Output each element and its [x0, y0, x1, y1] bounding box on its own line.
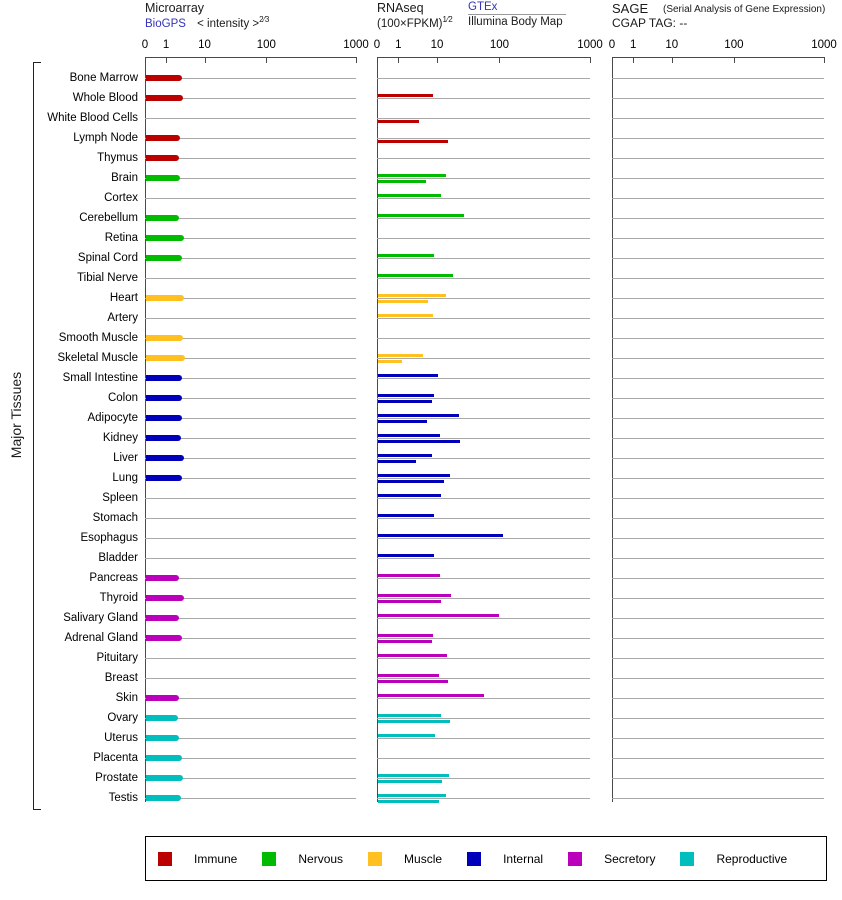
axis-tick: [824, 57, 825, 63]
rnaseq-illumina-bar-liver: [378, 460, 416, 463]
tissue-label-stomach: Stomach: [92, 512, 138, 524]
tissue-label-thyroid: Thyroid: [99, 592, 138, 604]
row-line: [377, 258, 590, 259]
secretory-color-swatch: [568, 852, 582, 866]
illumina-body-map-label: Illumina Body Map: [468, 16, 563, 28]
legend-label-nervous: Nervous: [298, 851, 344, 866]
rnaseq-illumina-bar-skeletal-muscle: [378, 360, 402, 363]
tissue-label-retina: Retina: [104, 232, 138, 244]
tissue-label-bone-marrow: Bone Marrow: [69, 72, 138, 84]
row-line: [612, 538, 824, 539]
microarray-bar-kidney: [146, 435, 181, 441]
rnaseq-gtex-bar-cortex: [378, 194, 441, 197]
rnaseq-gtex-bar-liver: [378, 454, 432, 457]
tissue-label-prostate: Prostate: [95, 772, 138, 784]
tissue-label-ovary: Ovary: [107, 712, 138, 724]
microarray-bar-salivary-gland: [146, 615, 179, 621]
tissue-label-skeletal-muscle: Skeletal Muscle: [57, 352, 138, 364]
rnaseq-gtex-bar-artery: [378, 314, 433, 317]
row-line: [145, 498, 356, 499]
nervous-color-swatch: [262, 852, 276, 866]
rnaseq-illumina-bar-white-blood-cells: [378, 120, 419, 123]
row-line: [612, 738, 824, 739]
rnaseq-gtex-bar-lung: [378, 474, 450, 477]
legend-item-secretory: [568, 852, 655, 866]
row-line: [377, 98, 590, 99]
row-line: [145, 558, 356, 559]
microarray-bar-lymph-node: [146, 135, 180, 141]
row-line: [377, 378, 590, 379]
axis-tick: [672, 57, 673, 63]
legend-label-secretory: Secretory: [604, 851, 656, 866]
rnaseq-gtex-bar-bladder: [378, 554, 434, 557]
rnaseq-panel-title: RNAseq: [377, 1, 424, 15]
rnaseq-illumina-bar-testis: [378, 800, 439, 803]
legend-item-reproductive: [680, 852, 787, 866]
axis-tick: [205, 57, 206, 63]
row-line: [612, 98, 824, 99]
tissue-label-testis: Testis: [108, 792, 138, 804]
rnaseq-illumina-bar-heart: [378, 300, 428, 303]
legend-label-reproductive: Reproductive: [716, 851, 788, 866]
axis-tick: [499, 57, 500, 63]
rnaseq-illumina-bar-thyroid: [378, 600, 441, 603]
tissue-label-pancreas: Pancreas: [89, 572, 138, 584]
fpkm-exponent: 1⁄2: [442, 15, 453, 24]
microarray-bar-smooth-muscle: [146, 335, 183, 341]
tissue-label-kidney: Kidney: [102, 432, 138, 444]
row-line: [377, 638, 590, 639]
microarray-bar-colon: [146, 395, 182, 401]
row-line: [612, 258, 824, 259]
tissue-label-artery: Artery: [107, 312, 138, 324]
axis-tick-label: 1000: [343, 39, 369, 51]
microarray-bar-cerebellum: [146, 215, 179, 221]
tissue-label-cortex: Cortex: [104, 192, 138, 204]
axis-line-top: [612, 57, 824, 58]
immune-color-swatch: [158, 852, 172, 866]
row-line: [377, 78, 590, 79]
rnaseq-gtex-bar-small-intestine: [378, 374, 438, 377]
tissue-label-spleen: Spleen: [102, 492, 138, 504]
row-line: [377, 598, 590, 599]
row-line: [377, 438, 590, 439]
legend-label-muscle: Muscle: [404, 851, 443, 866]
rnaseq-gtex-bar-skeletal-muscle: [378, 354, 423, 357]
legend-label-internal: Internal: [503, 851, 544, 866]
row-line: [377, 778, 590, 779]
row-line: [612, 658, 824, 659]
axis-tick: [590, 57, 591, 63]
row-line: [377, 698, 590, 699]
microarray-bar-thymus: [146, 155, 179, 161]
rnaseq-gtex-bar-whole-blood: [378, 94, 433, 97]
row-line: [377, 758, 590, 759]
row-line: [145, 658, 356, 659]
row-line: [612, 378, 824, 379]
microarray-bar-thyroid: [146, 595, 184, 601]
row-line: [145, 518, 356, 519]
cgap-tag-label: CGAP TAG: --: [612, 16, 688, 30]
row-line: [145, 278, 356, 279]
microarray-bar-spinal-cord: [146, 255, 182, 261]
gtex-link[interactable]: GTEx: [468, 1, 498, 13]
sage-panel-title: SAGE: [612, 1, 649, 16]
row-line: [612, 558, 824, 559]
row-line: [612, 518, 824, 519]
axis-tick: [398, 57, 399, 63]
rnaseq-gtex-bar-spleen: [378, 494, 441, 497]
row-line: [377, 138, 590, 139]
row-line: [612, 418, 824, 419]
fpkm-formula: (100×FPKM): [377, 17, 443, 30]
row-line: [377, 178, 590, 179]
row-line: [612, 238, 824, 239]
tissue-label-colon: Colon: [107, 392, 138, 404]
axis-tick: [734, 57, 735, 63]
rnaseq-gtex-bar-salivary-gland: [378, 614, 499, 617]
row-line: [377, 618, 590, 619]
row-line: [612, 618, 824, 619]
tissue-label-heart: Heart: [109, 292, 138, 304]
legend-item-muscle: [368, 852, 442, 866]
row-line: [612, 778, 824, 779]
axis-tick-label: 1000: [577, 39, 603, 51]
row-line: [612, 358, 824, 359]
axis-tick-label: 0: [373, 39, 381, 51]
row-line: [612, 438, 824, 439]
row-line: [377, 398, 590, 399]
row-line: [377, 558, 590, 559]
row-line: [145, 118, 356, 119]
microarray-bar-ovary: [146, 715, 178, 721]
row-line: [145, 198, 356, 199]
intensity-label: < intensity >: [197, 17, 260, 30]
rnaseq-gtex-bar-pancreas: [378, 574, 440, 577]
row-line: [612, 338, 824, 339]
rnaseq-illumina-bar-ovary: [378, 720, 450, 723]
tissue-label-thymus: Thymus: [97, 152, 138, 164]
row-line: [377, 218, 590, 219]
axis-line-top: [145, 57, 356, 58]
axis-tick: [437, 57, 438, 63]
row-line: [145, 538, 356, 539]
row-line: [377, 338, 590, 339]
row-line: [377, 798, 590, 799]
microarray-bar-skin: [146, 695, 179, 701]
microarray-bar-pancreas: [146, 575, 179, 581]
row-line: [612, 678, 824, 679]
row-line: [145, 678, 356, 679]
microarray-bar-adipocyte: [146, 415, 182, 421]
tissue-label-esophagus: Esophagus: [80, 532, 138, 544]
row-line: [612, 138, 824, 139]
rnaseq-gtex-bar-breast: [378, 674, 439, 677]
microarray-bar-adrenal-gland: [146, 635, 182, 641]
row-line: [377, 298, 590, 299]
reproductive-color-swatch: [680, 852, 694, 866]
axis-tick: [145, 57, 146, 63]
rnaseq-gtex-bar-spinal-cord: [378, 254, 434, 257]
microarray-bar-prostate: [146, 775, 183, 781]
rnaseq-illumina-bar-lymph-node: [378, 140, 448, 143]
row-line: [612, 578, 824, 579]
axis-tick-label: 100: [724, 39, 744, 51]
rnaseq-gtex-bar-prostate: [378, 774, 449, 777]
axis-tick-label: 10: [430, 39, 444, 51]
axis-line-left: [612, 57, 613, 802]
tissue-label-salivary-gland: Salivary Gland: [63, 612, 138, 624]
tissue-label-small-intestine: Small Intestine: [62, 372, 138, 384]
rnaseq-gtex-bar-thyroid: [378, 594, 451, 597]
axis-tick-label: 0: [141, 39, 149, 51]
legend-item-internal: [467, 852, 543, 866]
tissue-label-adrenal-gland: Adrenal Gland: [64, 632, 138, 644]
internal-color-swatch: [467, 852, 481, 866]
row-line: [377, 678, 590, 679]
legend-item-immune: [158, 852, 237, 866]
row-line: [612, 218, 824, 219]
row-line: [612, 758, 824, 759]
row-line: [612, 698, 824, 699]
tissue-label-liver: Liver: [113, 452, 138, 464]
row-line: [612, 118, 824, 119]
axis-line-left: [145, 57, 146, 802]
rnaseq-gtex-bar-uterus: [378, 734, 435, 737]
tissue-label-placenta: Placenta: [93, 752, 138, 764]
rnaseq-illumina-bar-adrenal-gland: [378, 640, 432, 643]
rnaseq-gtex-bar-pituitary: [378, 654, 447, 657]
tissue-label-skin: Skin: [115, 692, 138, 704]
rnaseq-gtex-bar-heart: [378, 294, 446, 297]
row-line: [377, 538, 590, 539]
row-line: [612, 298, 824, 299]
tissue-label-smooth-muscle: Smooth Muscle: [58, 332, 138, 344]
legend-label-immune: Immune: [194, 851, 238, 866]
row-line: [377, 358, 590, 359]
rnaseq-illumina-bar-breast: [378, 680, 448, 683]
row-line: [377, 318, 590, 319]
rnaseq-gtex-bar-adipocyte: [378, 414, 459, 417]
rnaseq-gtex-bar-adrenal-gland: [378, 634, 433, 637]
microarray-bar-heart: [146, 295, 184, 301]
row-line: [612, 498, 824, 499]
tissue-label-bladder: Bladder: [98, 552, 138, 564]
microarray-bar-testis: [146, 795, 181, 801]
row-line: [612, 398, 824, 399]
row-line: [377, 418, 590, 419]
row-line: [377, 118, 590, 119]
legend: [145, 836, 827, 881]
row-line: [612, 718, 824, 719]
row-line: [612, 458, 824, 459]
microarray-bar-liver: [146, 455, 184, 461]
tissue-label-tibial-nerve: Tibial Nerve: [77, 272, 138, 284]
row-line: [377, 518, 590, 519]
rnaseq-gtex-bar-skin: [378, 694, 484, 697]
row-line: [612, 198, 824, 199]
row-line: [377, 198, 590, 199]
rnaseq-illumina-bar-prostate: [378, 780, 442, 783]
axis-tick: [633, 57, 634, 63]
tissue-label-brain: Brain: [111, 172, 138, 184]
axis-tick: [166, 57, 167, 63]
axis-tick-label: 1: [162, 39, 170, 51]
axis-line-top: [377, 57, 590, 58]
axis-tick: [356, 57, 357, 63]
microarray-bar-bone-marrow: [146, 75, 182, 81]
microarray-bar-whole-blood: [146, 95, 183, 101]
intensity-exponent: 2⁄3: [259, 15, 270, 24]
rnaseq-gtex-bar-testis: [378, 794, 446, 797]
axis-tick-label: 0: [608, 39, 616, 51]
row-line: [377, 478, 590, 479]
microarray-bar-uterus: [146, 735, 179, 741]
row-line: [377, 238, 590, 239]
axis-tick: [266, 57, 267, 63]
row-line: [612, 178, 824, 179]
rnaseq-illumina-bar-kidney: [378, 440, 460, 443]
rnaseq-illumina-bar-brain: [378, 180, 426, 183]
row-line: [612, 318, 824, 319]
tissue-label-whole-blood: Whole Blood: [72, 92, 138, 104]
row-line: [377, 158, 590, 159]
row-line: [612, 638, 824, 639]
row-line: [377, 658, 590, 659]
axis-tick-label: 1000: [811, 39, 837, 51]
rnaseq-gtex-bar-tibial-nerve: [378, 274, 453, 277]
rnaseq-illumina-bar-lung: [378, 480, 444, 483]
axis-tick-label: 100: [489, 39, 510, 51]
tissue-label-pituitary: Pituitary: [96, 652, 138, 664]
row-line: [377, 738, 590, 739]
rnaseq-gtex-bar-stomach: [378, 514, 434, 517]
tissue-label-lymph-node: Lymph Node: [73, 132, 138, 144]
row-line: [612, 278, 824, 279]
tissue-label-adipocyte: Adipocyte: [87, 412, 138, 424]
axis-tick-label: 1: [395, 39, 402, 51]
tissue-label-lung: Lung: [112, 472, 138, 484]
row-line: [612, 798, 824, 799]
row-line: [377, 278, 590, 279]
tissue-label-cerebellum: Cerebellum: [79, 212, 138, 224]
microarray-bar-skeletal-muscle: [146, 355, 185, 361]
microarray-bar-small-intestine: [146, 375, 182, 381]
rnaseq-gtex-bar-ovary: [378, 714, 441, 717]
rnaseq-gtex-bar-brain: [378, 174, 446, 177]
biogps-link[interactable]: BioGPS: [145, 17, 186, 30]
rnaseq-illumina-bar-colon: [378, 400, 432, 403]
row-line: [612, 598, 824, 599]
row-line: [377, 498, 590, 499]
microarray-panel-title: Microarray: [145, 1, 205, 15]
rnaseq-gtex-bar-colon: [378, 394, 434, 397]
axis-tick: [377, 57, 378, 63]
microarray-bar-lung: [146, 475, 182, 481]
microarray-bar-placenta: [146, 755, 182, 761]
tissue-label-white-blood-cells: White Blood Cells: [47, 112, 138, 124]
legend-item-nervous: [262, 852, 343, 866]
row-line: [612, 158, 824, 159]
rnaseq-gtex-bar-cerebellum: [378, 214, 464, 217]
axis-tick-label: 100: [256, 39, 276, 51]
axis-tick-label: 10: [665, 39, 679, 51]
row-line: [377, 718, 590, 719]
tissue-label-uterus: Uterus: [104, 732, 138, 744]
row-line: [377, 578, 590, 579]
row-line: [612, 478, 824, 479]
rnaseq-illumina-bar-adipocyte: [378, 420, 427, 423]
axis-tick: [612, 57, 613, 63]
muscle-color-swatch: [368, 852, 382, 866]
microarray-bar-brain: [146, 175, 180, 181]
microarray-bar-retina: [146, 235, 184, 241]
row-line: [612, 78, 824, 79]
rnaseq-gtex-bar-kidney: [378, 434, 440, 437]
row-line: [377, 458, 590, 459]
major-tissues-label: Major Tissues: [8, 371, 24, 459]
tissue-label-spinal-cord: Spinal Cord: [77, 252, 138, 264]
rnaseq-gtex-bar-esophagus: [378, 534, 503, 537]
row-line: [145, 318, 356, 319]
sage-full-name: (Serial Analysis of Gene Expression): [663, 4, 826, 15]
axis-tick-label: 10: [198, 39, 211, 51]
axis-tick-label: 1: [629, 39, 637, 51]
axis-line-left: [377, 57, 378, 802]
tissue-label-breast: Breast: [104, 672, 138, 684]
